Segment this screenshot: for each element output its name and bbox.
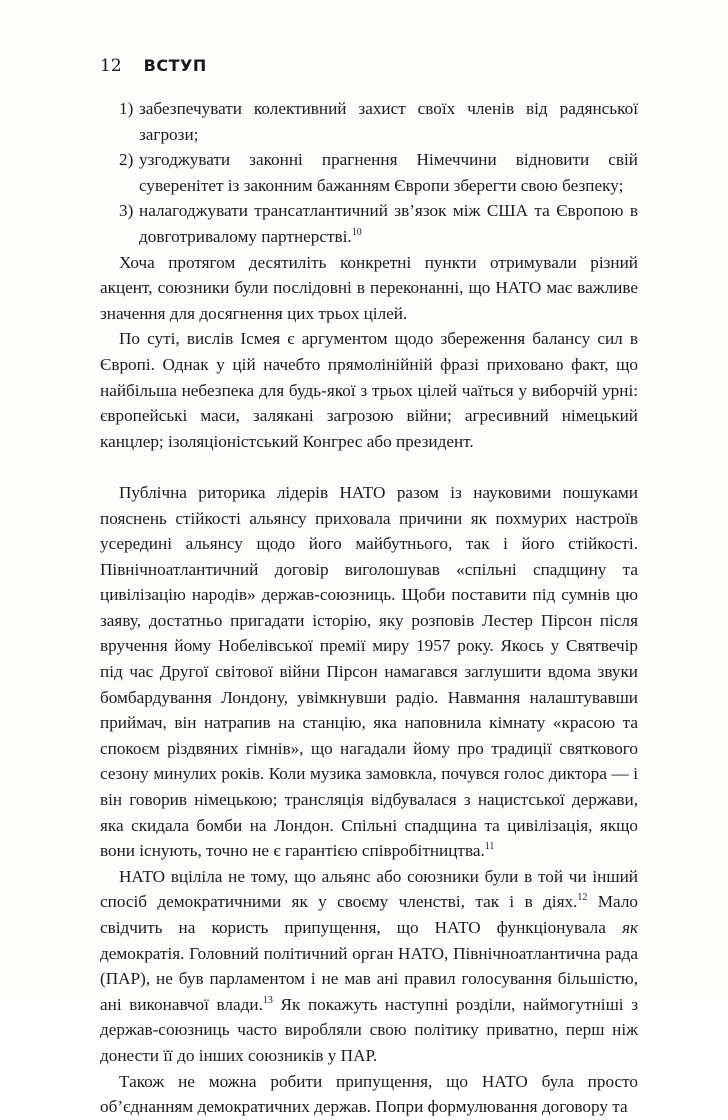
list-item-text: налагоджувати трансатлантичний зв’язок між США та Європою в довготривалому партнерстві.	[139, 201, 638, 246]
list-item-number: 3)	[119, 201, 134, 221]
body-text	[100, 96, 638, 1120]
paragraph-text: демократія. Головний політичний орган НАТО, Північноатлантична рада (ПАР), не був парламентом і не мав ані правил голосування більшістю, ані виконавчої влади.	[100, 943, 638, 1014]
paragraph-text: НАТО вціліла не тому, що альянс або союзники були в той чи інший спосіб демократичними як у своєму членстві, так і в діях.	[100, 866, 638, 912]
paragraph-text: Публічна риторика лідерів НАТО разом із науковими пошуками пояснень стійкості альянсу приховала причини як похмурих настроїв усередині альянсу щодо його майбутнього, так і його стійкості. Північноатлантичний договір виголошував «спільні спадщину та цивілізацію народів» держав-союзниць. Щоби поставити під сумнів цю заяву, достатньо пригадати історію, яку розповів Лестер Пірсон після вручення йому Нобелівської премії миру 1957 року. Якось у Святвечір під час Другої світової війни Пірсон намагався заглушити вдома звуки бомбардування Лондону, увімкнувши радіо. Навмання налаштувавши приймач, він натрапив на станцію, яка наповнила кімнату «красою та спокоєм різдвяних гімнів», що нагадали йому про традиції святкового сезону минулих років. Коли музика замовкла, почувся голос диктора — і він говорив німецькою; трансляція відбувалася з нацистської держави, яка скидала бомби на Лондон. Спільні спадщина та цивілізація, якщо вони існують, точно не є гарантією співробітництва.	[100, 482, 638, 861]
paragraph-text: Як покажуть наступні розділи, наймогутніші з держав-союзниць часто виробляли свою політику приватно, перш ніж донести її до інших союзників у ПАР.	[100, 994, 639, 1065]
list-item	[100, 198, 638, 249]
footnote-ref[interactable]: 12	[577, 892, 588, 904]
list-item	[100, 147, 638, 198]
paragraph: Хоча протягом десятиліть конкретні пункти отримували різний акцент, союзники були послідовні в переконанні, що НАТО має важливе значення для досягнення цих трьох цілей.	[100, 252, 638, 323]
section-title: ВСТУП	[143, 56, 207, 75]
list-item-number: 1)	[119, 99, 134, 118]
footnote-ref[interactable]: 11	[484, 841, 495, 853]
list-item-text: узгоджувати законні прагнення Німеччини відновити свій суверенітет із законним бажанням Європи зберегти свою безпеку;	[139, 150, 638, 195]
paragraph: Також не можна робити припущення, що НАТО була просто об’єднанням демократичних держав. Попри формулювання договору та	[100, 1071, 638, 1117]
goals-list	[100, 96, 638, 250]
running-header	[100, 56, 207, 80]
list-item-text-with-note	[139, 198, 638, 249]
paragraph-text: Мало свідчить на користь припущення, що НАТО функціонувала	[100, 892, 639, 937]
paragraph	[100, 864, 638, 1069]
list-item-text: забезпечувати колективний захист своїх членів від радянської загрози;	[139, 99, 638, 144]
list-item-number: 2)	[119, 150, 134, 170]
page-number: 12	[100, 56, 122, 76]
section-break	[100, 454, 638, 480]
list-item	[100, 96, 638, 147]
paragraph	[100, 480, 638, 864]
footnote-ref[interactable]: 13	[262, 994, 273, 1006]
emphasis-text: як	[621, 918, 638, 937]
paragraph: По суті, вислів Ісмея є аргументом щодо збереження балансу сил в Європі. Однак у цій начебто прямолінійній фразі приховано факт, що найбільша небезпека для будь-якої з трьох цілей чаїться у виборчій урні: європейські маси, залякані загрозою війни; агресивний німецький канцлер; ізоляціоністський Конгрес або президент.	[100, 329, 638, 451]
footnote-ref[interactable]: 10	[351, 226, 362, 238]
